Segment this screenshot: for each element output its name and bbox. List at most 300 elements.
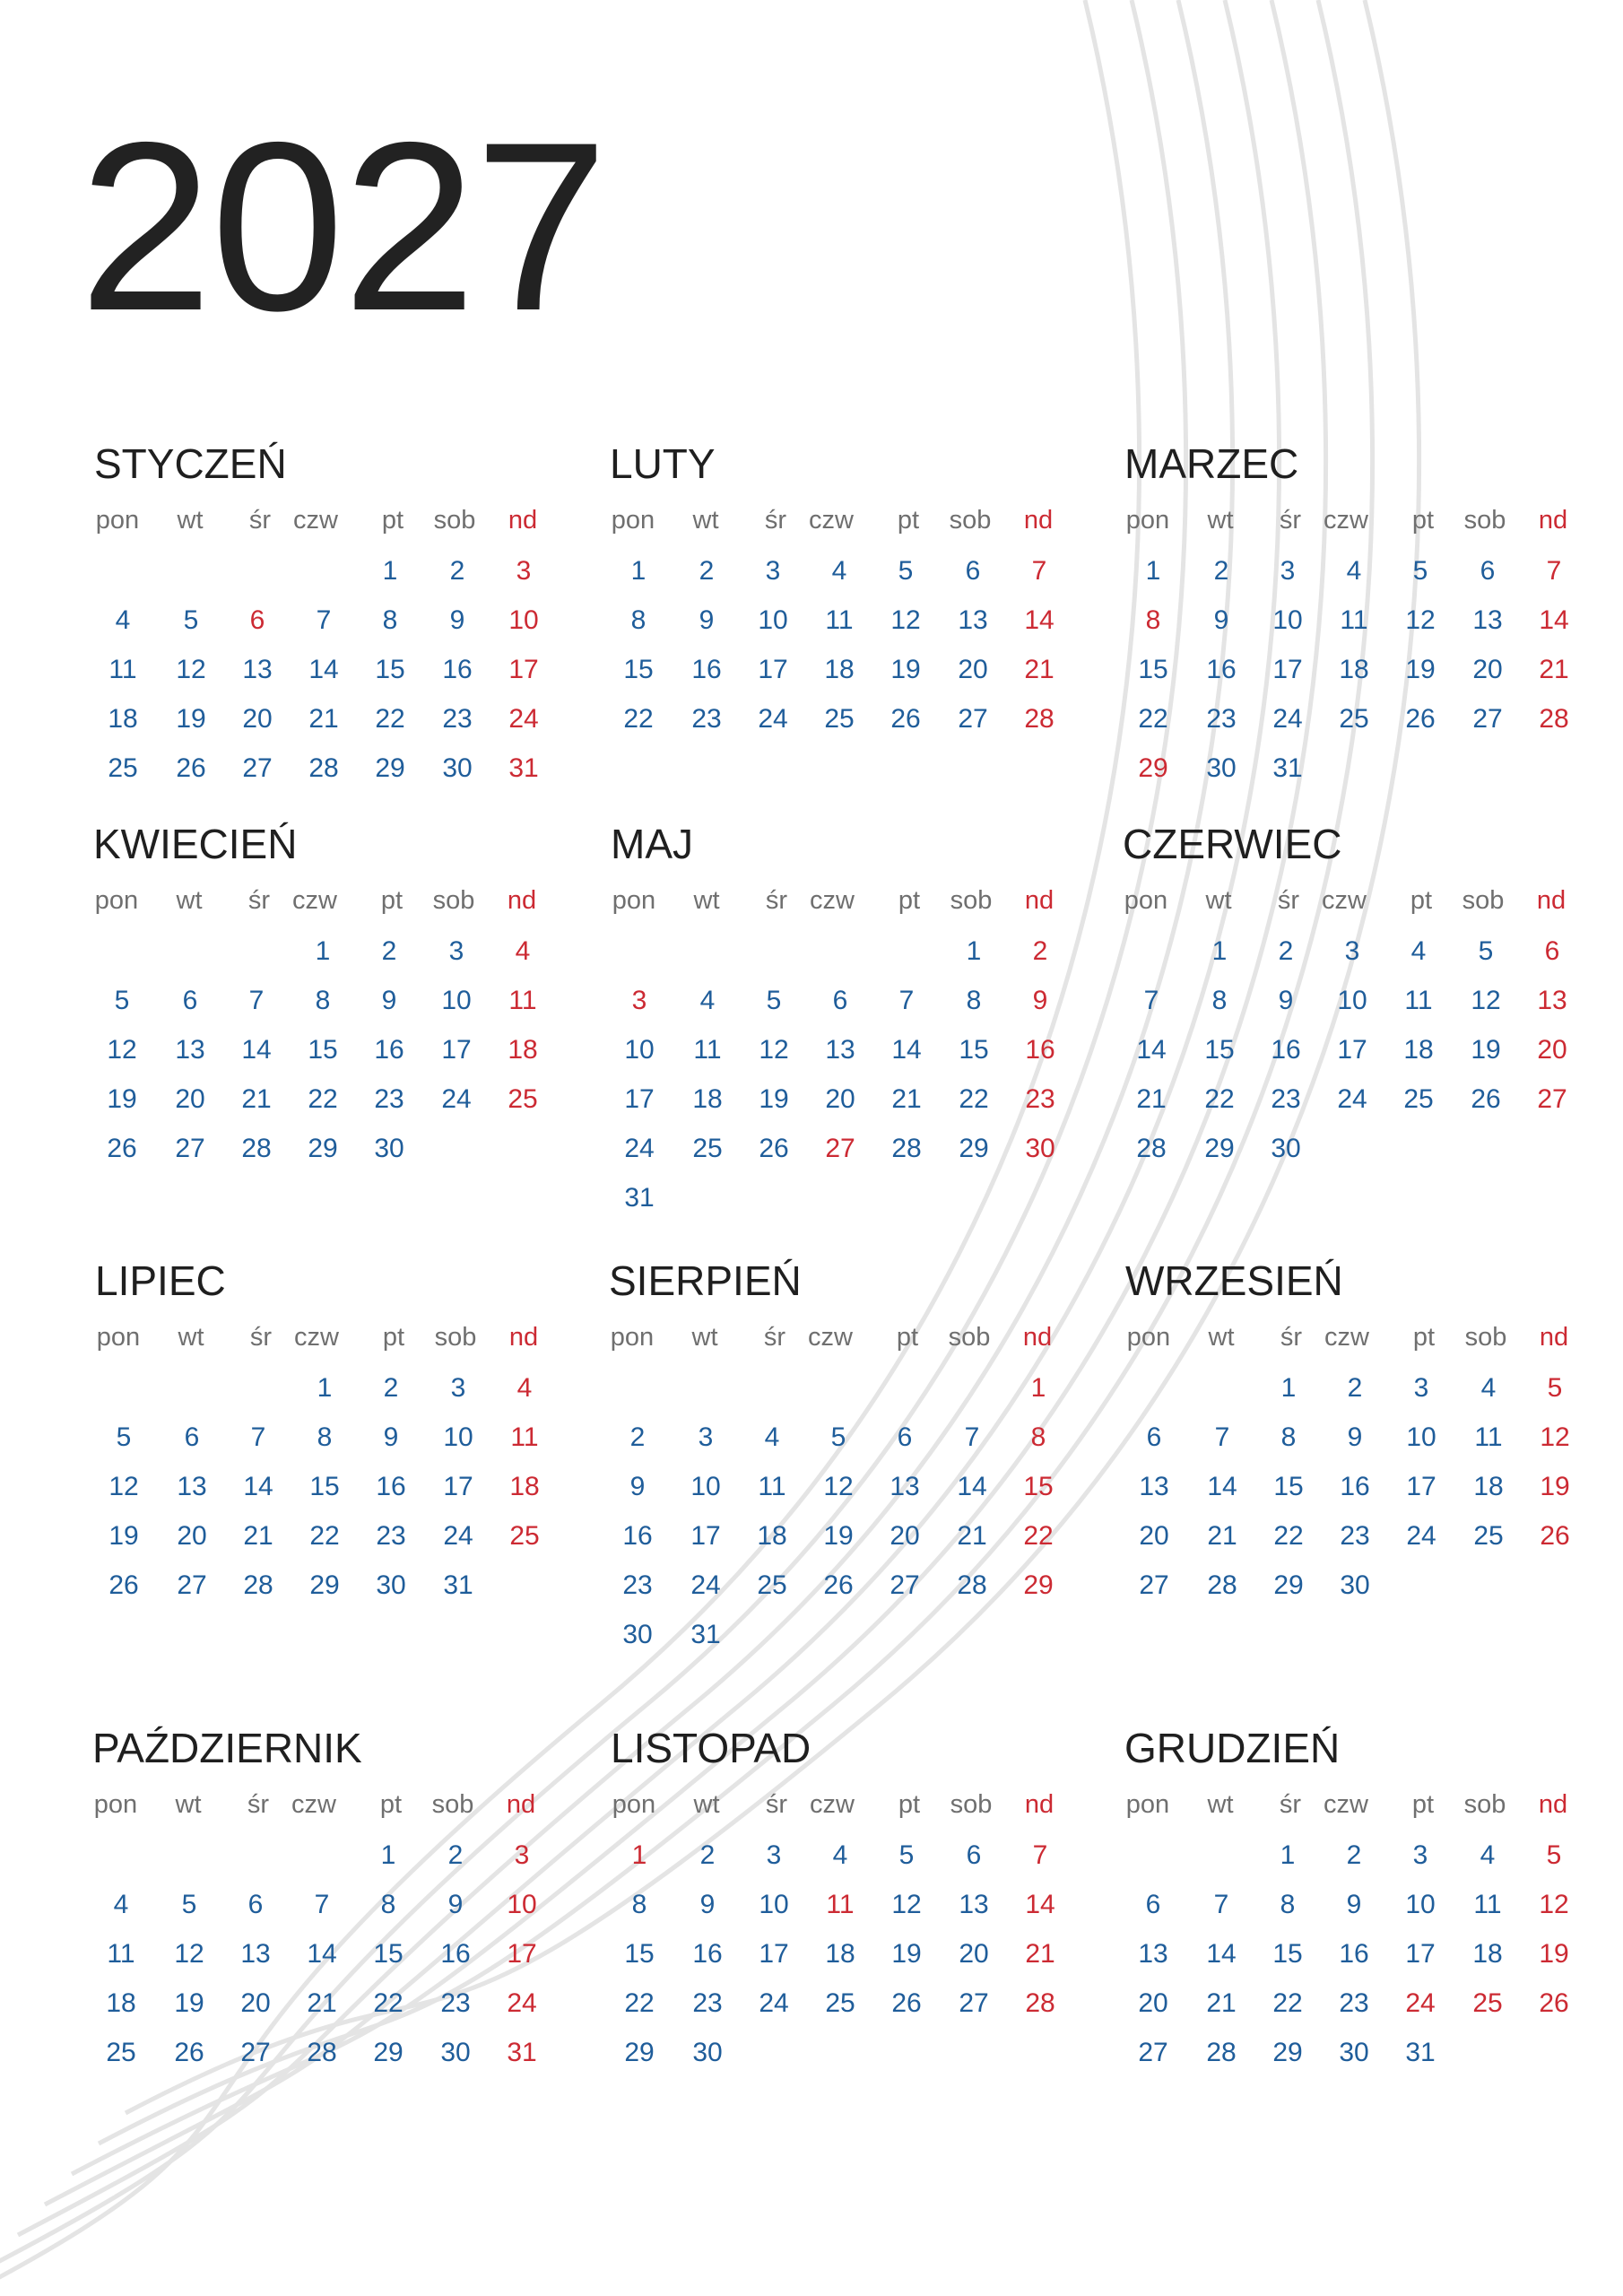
day-cell-holiday: 6 — [249, 605, 265, 635]
day-cell: 22 — [624, 1988, 655, 2018]
day-cell: 25 — [757, 1570, 787, 1600]
day-cell-holiday: 17 — [508, 655, 539, 684]
day-cell: 25 — [824, 704, 855, 734]
weekday-header: śr — [249, 1323, 273, 1352]
day-cell: 22 — [1138, 704, 1168, 734]
day-cell-holiday: 4 — [516, 1373, 533, 1403]
day-cell: 15 — [624, 1939, 655, 1969]
day-cell: 30 — [442, 753, 473, 783]
weekday-header: pon — [94, 886, 139, 915]
weekday-header: sob — [432, 886, 475, 915]
weekday-header: pt — [379, 1790, 403, 1819]
day-cell: 16 — [622, 1521, 653, 1551]
day-cell: 22 — [375, 704, 405, 734]
day-cell: 23 — [376, 1521, 406, 1551]
day-cell: 28 — [1206, 2038, 1237, 2067]
day-cell-holiday: 25 — [1472, 1988, 1503, 2018]
day-cell: 1 — [315, 936, 331, 966]
day-cell: 4 — [764, 1422, 780, 1452]
day-cell: 2 — [699, 1840, 716, 1870]
day-cell: 11 — [693, 1035, 722, 1065]
day-cell: 9 — [699, 605, 715, 635]
day-cell-holiday: 24 — [508, 704, 539, 734]
day-cell: 15 — [1204, 1035, 1235, 1065]
weekday-header: pon — [95, 506, 140, 535]
day-cell: 28 — [307, 2038, 337, 2067]
day-cell: 18 — [108, 704, 138, 734]
day-cell: 2 — [383, 1373, 399, 1403]
day-cell: 16 — [442, 655, 473, 684]
day-cell: 7 — [964, 1422, 980, 1452]
day-cell: 14 — [308, 655, 339, 684]
weekday-header: czw — [809, 506, 854, 535]
day-cell: 8 — [1280, 1422, 1297, 1452]
day-cell-holiday: 10 — [508, 605, 539, 635]
day-cell: 23 — [622, 1570, 653, 1600]
weekday-header: sob — [1463, 1790, 1506, 1819]
day-cell: 25 — [1473, 1521, 1504, 1551]
day-cell: 5 — [116, 1422, 132, 1452]
weekday-header: pon — [1125, 506, 1170, 535]
day-cell: 12 — [891, 1890, 922, 1919]
day-cell: 6 — [182, 986, 198, 1015]
weekday-header: sob — [434, 1323, 477, 1352]
day-cell-holiday: 14 — [1024, 605, 1055, 635]
weekday-header: wt — [176, 886, 203, 915]
day-cell: 29 — [624, 2038, 655, 2067]
weekday-header: wt — [1207, 506, 1234, 535]
day-cell: 7 — [314, 1890, 330, 1919]
weekday-header: pt — [898, 1790, 921, 1819]
day-cell: 15 — [375, 655, 405, 684]
day-cell: 29 — [1272, 2038, 1303, 2067]
day-cell: 22 — [959, 1084, 989, 1114]
day-cell: 19 — [1405, 655, 1436, 684]
day-cell: 30 — [440, 2038, 471, 2067]
year-title: 2027 — [79, 91, 607, 361]
day-cell: 15 — [1273, 1472, 1304, 1501]
day-cell: 27 — [890, 1570, 920, 1600]
weekday-header: pt — [1411, 506, 1435, 535]
day-cell-holiday: 29 — [1023, 1570, 1054, 1600]
day-cell: 29 — [373, 2038, 404, 2067]
day-cell: 6 — [247, 1890, 264, 1919]
day-cell: 17 — [441, 1035, 472, 1065]
day-cell: 1 — [380, 1840, 396, 1870]
weekday-header: śr — [764, 506, 787, 535]
weekday-header: pt — [897, 506, 920, 535]
day-cell: 19 — [823, 1521, 854, 1551]
day-cell: 8 — [315, 986, 331, 1015]
day-cell: 14 — [1206, 1939, 1237, 1969]
weekday-header: wt — [1208, 1323, 1235, 1352]
day-cell: 30 — [1339, 2038, 1369, 2067]
weekday-header: pt — [382, 1323, 405, 1352]
day-cell: 25 — [692, 1134, 723, 1163]
day-cell: 31 — [624, 1183, 655, 1213]
day-cell: 13 — [959, 1890, 989, 1919]
weekday-header: śr — [765, 886, 788, 915]
day-cell: 28 — [241, 1134, 272, 1163]
weekday-header: nd — [508, 1323, 539, 1352]
day-cell: 18 — [1473, 1472, 1504, 1501]
day-cell: 12 — [174, 1939, 204, 1969]
day-cell-holiday: 5 — [1546, 1840, 1562, 1870]
weekday-header: czw — [808, 1323, 853, 1352]
day-cell-holiday: 27 — [825, 1134, 855, 1163]
day-cell: 24 — [759, 1988, 789, 2018]
day-cell: 13 — [240, 1939, 271, 1969]
day-cell: 13 — [890, 1472, 920, 1501]
day-cell-holiday: 16 — [1025, 1035, 1055, 1065]
day-cell: 5 — [181, 1890, 197, 1919]
day-cell: 1 — [382, 556, 398, 586]
day-cell: 16 — [440, 1939, 471, 1969]
day-cell-holiday: 12 — [1539, 1890, 1569, 1919]
day-cell: 4 — [115, 605, 131, 635]
day-cell: 30 — [692, 2038, 723, 2067]
day-cell: 3 — [1412, 1840, 1428, 1870]
weekday-header: pon — [611, 506, 655, 535]
day-cell-holiday: 22 — [1023, 1521, 1054, 1551]
weekday-header: sob — [948, 1323, 991, 1352]
weekday-header: śr — [765, 1790, 788, 1819]
day-cell: 2 — [381, 936, 397, 966]
day-cell: 15 — [1138, 655, 1168, 684]
day-cell: 31 — [1405, 2038, 1436, 2067]
day-cell: 14 — [1207, 1472, 1237, 1501]
day-cell-holiday: 6 — [1544, 936, 1560, 966]
day-cell-holiday: 21 — [1024, 655, 1055, 684]
weekday-header: nd — [1024, 886, 1055, 915]
day-cell: 6 — [965, 556, 981, 586]
day-cell: 22 — [309, 1521, 340, 1551]
day-cell: 21 — [1207, 1521, 1237, 1551]
day-cell-holiday: 3 — [516, 556, 532, 586]
day-cell: 16 — [1340, 1472, 1370, 1501]
weekday-header: pon — [612, 886, 656, 915]
weekday-header: pt — [1410, 886, 1433, 915]
day-cell: 8 — [631, 1890, 647, 1919]
day-cell: 25 — [825, 1988, 855, 2018]
day-cell: 13 — [958, 605, 988, 635]
day-cell: 31 — [1272, 753, 1303, 783]
month-title: CZERWIEC — [1123, 821, 1342, 867]
day-cell: 27 — [240, 2038, 271, 2067]
weekday-header: sob — [1463, 506, 1506, 535]
weekday-header: sob — [950, 1790, 993, 1819]
day-cell: 31 — [690, 1620, 721, 1649]
day-cell: 1 — [317, 1373, 333, 1403]
day-cell: 29 — [309, 1570, 340, 1600]
weekday-header: pon — [612, 1790, 656, 1819]
day-cell: 1 — [1280, 1373, 1297, 1403]
day-cell: 9 — [1213, 605, 1229, 635]
day-cell: 21 — [957, 1521, 987, 1551]
weekday-header: pon — [1124, 886, 1168, 915]
weekday-header: wt — [1207, 1790, 1234, 1819]
day-cell-holiday: 21 — [1025, 1939, 1055, 1969]
day-cell: 26 — [174, 2038, 204, 2067]
day-cell: 8 — [380, 1890, 396, 1919]
day-cell: 18 — [1472, 1939, 1503, 1969]
day-cell: 5 — [114, 986, 130, 1015]
day-cell: 6 — [1146, 1422, 1162, 1452]
day-cell: 24 — [1337, 1084, 1367, 1114]
day-cell-holiday: 23 — [1025, 1084, 1055, 1114]
weekday-header: wt — [693, 886, 720, 915]
weekday-header: pt — [898, 886, 921, 915]
day-cell: 29 — [308, 1134, 338, 1163]
day-cell-holiday: 15 — [1023, 1472, 1054, 1501]
day-cell: 5 — [766, 986, 782, 1015]
day-cell: 8 — [630, 605, 647, 635]
month-title: LISTOPAD — [611, 1725, 812, 1771]
day-cell-holiday: 25 — [509, 1521, 540, 1551]
day-cell: 9 — [699, 1890, 716, 1919]
weekday-header: pon — [610, 1323, 655, 1352]
day-cell: 4 — [699, 986, 716, 1015]
day-cell-holiday: 17 — [507, 1939, 537, 1969]
day-cell: 28 — [243, 1570, 273, 1600]
day-cell: 27 — [959, 1988, 989, 2018]
day-cell: 9 — [1346, 1890, 1362, 1919]
day-cell: 18 — [1403, 1035, 1434, 1065]
day-cell: 23 — [1271, 1084, 1301, 1114]
day-cell: 12 — [1405, 605, 1436, 635]
weekday-header: wt — [1205, 886, 1232, 915]
day-cell: 15 — [959, 1035, 989, 1065]
day-cell: 25 — [106, 2038, 136, 2067]
day-cell: 10 — [690, 1472, 721, 1501]
day-cell: 18 — [692, 1084, 723, 1114]
day-cell-holiday: 26 — [1540, 1521, 1570, 1551]
day-cell: 13 — [1138, 1939, 1168, 1969]
day-cell: 13 — [242, 655, 273, 684]
weekday-header: pon — [1125, 1790, 1170, 1819]
day-cell: 18 — [1339, 655, 1369, 684]
day-cell: 17 — [758, 655, 788, 684]
day-cell: 6 — [184, 1422, 200, 1452]
day-cell: 20 — [1139, 1521, 1169, 1551]
weekday-header: nd — [1023, 506, 1054, 535]
day-cell: 12 — [759, 1035, 789, 1065]
day-cell: 14 — [241, 1035, 272, 1065]
weekday-header: nd — [1022, 1323, 1053, 1352]
weekday-header: śr — [1280, 1323, 1303, 1352]
weekday-header: czw — [294, 1323, 339, 1352]
day-cell: 15 — [623, 655, 654, 684]
weekday-header: sob — [431, 1790, 474, 1819]
day-cell: 16 — [692, 1939, 723, 1969]
day-cell: 16 — [376, 1472, 406, 1501]
day-cell: 17 — [1405, 1939, 1436, 1969]
month-title: KWIECIEŃ — [93, 821, 298, 867]
day-cell: 21 — [891, 1084, 922, 1114]
day-cell: 29 — [1204, 1134, 1235, 1163]
day-cell: 2 — [1278, 936, 1294, 966]
day-cell: 24 — [624, 1134, 655, 1163]
day-cell: 12 — [107, 1035, 137, 1065]
day-cell: 27 — [1139, 1570, 1169, 1600]
day-cell: 20 — [242, 704, 273, 734]
day-cell: 4 — [1410, 936, 1427, 966]
day-cell: 12 — [823, 1472, 854, 1501]
month-title: GRUDZIEŃ — [1124, 1725, 1341, 1771]
day-cell: 4 — [831, 556, 847, 586]
day-cell: 9 — [447, 1890, 464, 1919]
month-title: STYCZEŃ — [94, 440, 287, 487]
day-cell: 7 — [248, 986, 265, 1015]
weekday-header: czw — [1324, 506, 1368, 535]
day-cell-holiday: 29 — [1138, 753, 1168, 783]
day-cell: 11 — [1474, 1422, 1503, 1452]
day-cell: 29 — [375, 753, 405, 783]
day-cell: 9 — [449, 605, 465, 635]
day-cell: 16 — [691, 655, 722, 684]
weekday-header: śr — [248, 506, 272, 535]
day-cell: 2 — [1346, 1840, 1362, 1870]
weekday-header: sob — [1462, 886, 1505, 915]
day-cell: 7 — [1143, 986, 1159, 1015]
day-cell: 14 — [957, 1472, 987, 1501]
weekday-header: pt — [380, 886, 404, 915]
day-cell: 20 — [1138, 1988, 1168, 2018]
weekday-header: nd — [1024, 1790, 1055, 1819]
day-cell: 23 — [440, 1988, 471, 2018]
day-cell: 26 — [823, 1570, 854, 1600]
day-cell: 20 — [959, 1939, 989, 1969]
day-cell: 10 — [759, 1890, 789, 1919]
day-cell: 2 — [1213, 556, 1229, 586]
weekday-header: pon — [93, 1790, 138, 1819]
day-cell: 21 — [241, 1084, 272, 1114]
day-cell: 20 — [1472, 655, 1503, 684]
day-cell: 7 — [250, 1422, 266, 1452]
weekday-header: czw — [291, 1790, 336, 1819]
day-cell-holiday: 7 — [1031, 556, 1047, 586]
day-cell-holiday: 18 — [508, 1035, 538, 1065]
weekday-header: wt — [691, 1323, 718, 1352]
day-cell: 20 — [177, 1521, 207, 1551]
day-cell-holiday: 14 — [1539, 605, 1569, 635]
day-cell-holiday: 8 — [1030, 1422, 1046, 1452]
day-cell-holiday: 28 — [1539, 704, 1569, 734]
day-cell: 25 — [1339, 704, 1369, 734]
day-cell: 5 — [898, 556, 914, 586]
weekday-header: nd — [506, 1790, 536, 1819]
day-cell: 25 — [108, 753, 138, 783]
day-cell: 30 — [376, 1570, 406, 1600]
day-cell: 29 — [1273, 1570, 1304, 1600]
day-cell-holiday: 20 — [1537, 1035, 1567, 1065]
day-cell: 19 — [107, 1084, 137, 1114]
day-cell: 13 — [1472, 605, 1503, 635]
day-cell: 27 — [958, 704, 988, 734]
day-cell: 17 — [1406, 1472, 1436, 1501]
weekday-header: pon — [1126, 1323, 1171, 1352]
weekday-header: pt — [1411, 1790, 1435, 1819]
month-title: WRZESIEŃ — [1125, 1257, 1343, 1304]
day-cell: 17 — [1272, 655, 1303, 684]
day-cell: 10 — [441, 986, 472, 1015]
day-cell: 9 — [383, 1422, 399, 1452]
day-cell: 9 — [629, 1472, 646, 1501]
day-cell: 6 — [832, 986, 848, 1015]
day-cell-holiday: 13 — [1537, 986, 1567, 1015]
day-cell: 10 — [1405, 1890, 1436, 1919]
day-cell: 19 — [1471, 1035, 1501, 1065]
weekday-header: czw — [810, 886, 855, 915]
day-cell: 26 — [759, 1134, 789, 1163]
day-cell-holiday: 10 — [507, 1890, 537, 1919]
day-cell: 16 — [1339, 1939, 1369, 1969]
day-cell: 18 — [824, 655, 855, 684]
day-cell: 22 — [1272, 1988, 1303, 2018]
day-cell: 14 — [891, 1035, 922, 1065]
day-cell: 4 — [1480, 1373, 1497, 1403]
day-cell: 23 — [442, 704, 473, 734]
day-cell: 4 — [832, 1840, 848, 1870]
day-cell: 14 — [307, 1939, 337, 1969]
day-cell-holiday: 9 — [1032, 986, 1048, 1015]
day-cell: 28 — [1136, 1134, 1167, 1163]
weekday-header: czw — [1324, 1323, 1369, 1352]
day-cell: 3 — [698, 1422, 714, 1452]
day-cell: 3 — [766, 1840, 782, 1870]
day-cell-holiday: 7 — [1546, 556, 1562, 586]
day-cell-holiday: 12 — [1540, 1422, 1570, 1452]
day-cell-holiday: 19 — [1540, 1472, 1570, 1501]
weekday-header: czw — [293, 506, 338, 535]
weekday-header: pt — [1412, 1323, 1436, 1352]
day-cell: 11 — [825, 605, 854, 635]
weekday-header: nd — [508, 506, 538, 535]
day-cell: 31 — [443, 1570, 473, 1600]
day-cell: 12 — [1471, 986, 1501, 1015]
day-cell: 30 — [622, 1620, 653, 1649]
day-cell: 11 — [107, 1939, 135, 1969]
month-title: MARZEC — [1124, 440, 1299, 487]
weekday-header: czw — [1322, 886, 1367, 915]
day-cell: 8 — [966, 986, 982, 1015]
day-cell-holiday: 3 — [631, 986, 647, 1015]
day-cell-holiday: 2 — [1032, 936, 1048, 966]
weekday-header: nd — [1538, 1790, 1568, 1819]
weekday-header: pt — [381, 506, 404, 535]
day-cell: 7 — [898, 986, 915, 1015]
day-cell: 24 — [443, 1521, 473, 1551]
day-cell: 27 — [1138, 2038, 1168, 2067]
day-cell: 5 — [183, 605, 199, 635]
day-cell-holiday: 21 — [1539, 655, 1569, 684]
weekday-header: śr — [1279, 1790, 1302, 1819]
day-cell: 6 — [1145, 1890, 1161, 1919]
day-cell: 20 — [175, 1084, 205, 1114]
day-cell: 22 — [1273, 1521, 1304, 1551]
day-cell-holiday: 1 — [631, 1840, 647, 1870]
weekday-header: sob — [949, 506, 992, 535]
day-cell: 11 — [108, 655, 137, 684]
day-cell: 24 — [441, 1084, 472, 1114]
day-cell: 23 — [692, 1988, 723, 2018]
day-cell: 30 — [1340, 1570, 1370, 1600]
day-cell: 17 — [1337, 1035, 1367, 1065]
day-cell: 23 — [1339, 1988, 1369, 2018]
day-cell: 8 — [382, 605, 398, 635]
day-cell: 4 — [1346, 556, 1362, 586]
day-cell: 15 — [309, 1472, 340, 1501]
